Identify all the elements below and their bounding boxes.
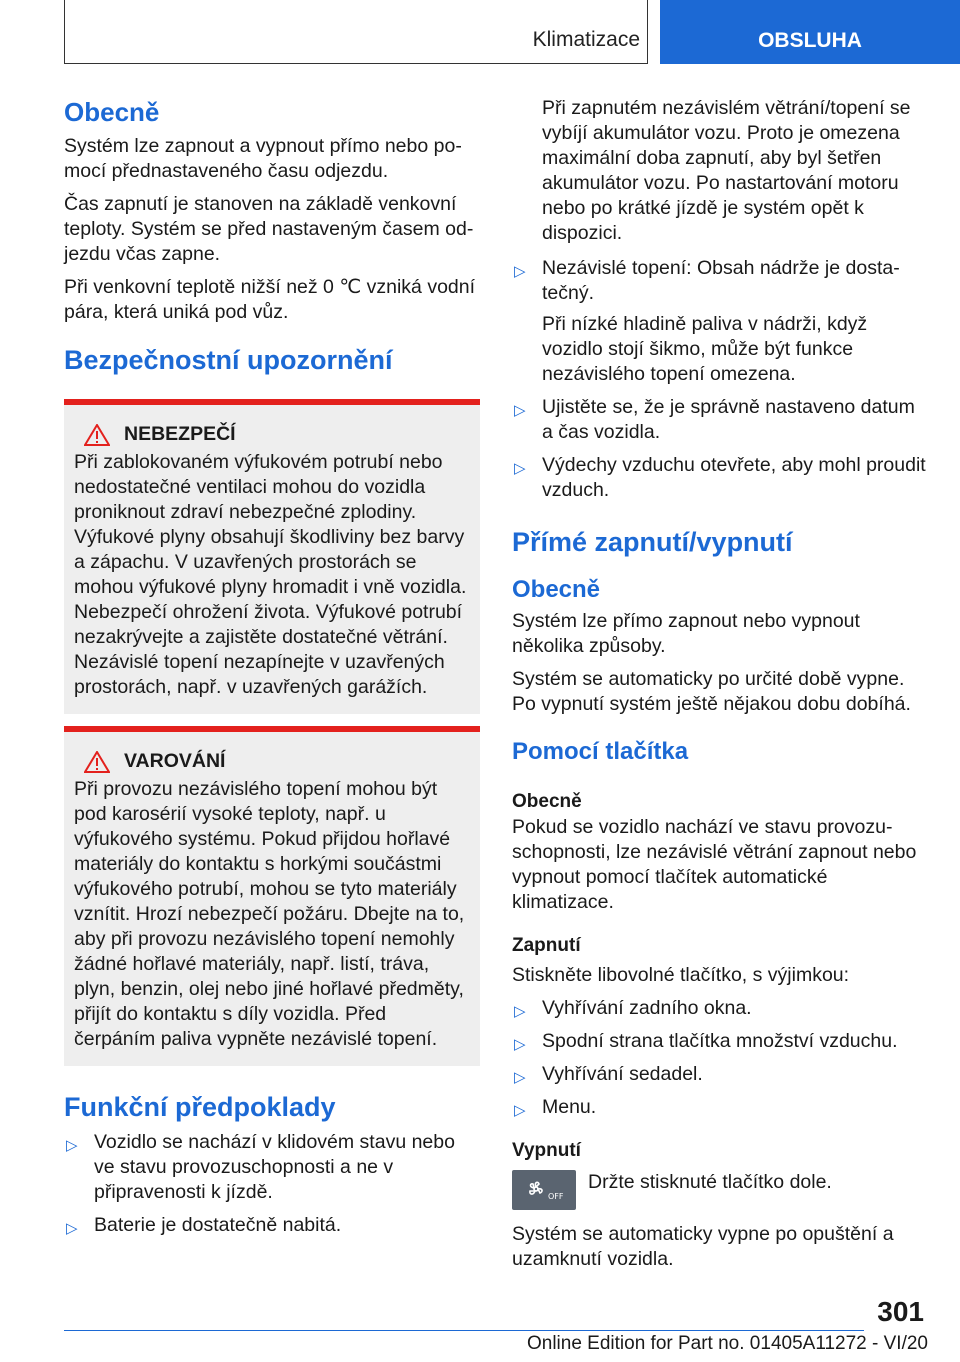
paragraph: Stiskněte libovolné tlačítko, s výjimkou:	[512, 964, 850, 986]
paragraph: Systém se automaticky po určité době vypne. Po vypnutí systém ještě nějakou dobu dobíhá.	[512, 668, 911, 715]
fan-off-icon	[522, 1177, 566, 1203]
triangle-bullet-icon: ▷	[514, 1102, 526, 1119]
triangle-bullet-icon: ▷	[514, 1003, 526, 1020]
danger-text: Při zablokovaném výfukovém potrubí nebo nedostatečné ventilaci mohou do vozidla proniknout zdraví nebezpečné zplodiny. Výfukové plyny obsahují škodliviny bez barvy a zápachu. V uzavřených prostorách se mohou výfukové plyny hromadit i vně vozidla. Nebezpečí ohrožení života. Výfukové potrubí nezakrývejte a zajistěte dostatečné větrání. Nezávislé topení nezapínejte v uzavřených prostorách, např. v uzavřených garážích.	[74, 451, 467, 698]
triangle-bullet-icon: ▷	[514, 1069, 526, 1086]
list-item: ▷ Baterie je dostatečně nabitá.	[64, 1213, 480, 1238]
triangle-bullet-icon: ▷	[514, 460, 526, 477]
list-item: ▷ Spodní strana tlačítka množství vzduchu.	[512, 1029, 928, 1054]
list-item: ▷ Vyhřívání sedadel.	[512, 1062, 928, 1087]
heading-general-2: Obecně	[512, 576, 601, 603]
right-column	[512, 96, 928, 1280]
list-item-continued: Při zapnutém nezávislém větrání/topení se vybíjí akumulátor vozu. Proto je omezena maximální doba zapnutí, aby byl šetřen akumulátor vozu. Po nastartování motoru nebo po krátké jízdě je systém opět k dispozici.	[542, 97, 911, 244]
paragraph: Při venkovní teplotě nižší než 0 ℃ vzniká vodní pára, která uniká pod vůz.	[64, 276, 476, 323]
triangle-bullet-icon: ▷	[66, 1137, 78, 1154]
exceptions-list	[512, 996, 928, 1120]
footer-divider	[64, 1330, 864, 1331]
fan-off-button-image	[512, 1170, 576, 1210]
paragraph: Čas zapnutí je stanoven na základě venkovní teploty. Systém se před nastaveným časem odjezdu včas zapne.	[64, 193, 474, 265]
warning-triangle-icon	[84, 424, 110, 446]
list-item: ▷ Nezávislé topení: Obsah nádrže je dostatečný. Při nízké hladině paliva v nádrži, když vozidlo stojí šikmo, může být funkce nezávislého topení omezena.	[512, 256, 928, 387]
heading-prerequisites: Funkční předpoklady	[64, 1092, 336, 1122]
triangle-bullet-icon: ▷	[514, 1036, 526, 1053]
list-item: ▷ Vozidlo se nachází v klidovém stavu nebo ve stavu provozuschopnosti a ne v připravenosti k jízdě.	[66, 1131, 455, 1203]
off-button-label: OFF	[548, 1192, 564, 1201]
warning-triangle-icon	[84, 751, 110, 773]
chapter-tab: OBSLUHA	[660, 0, 960, 64]
heading-general-3: Obecně	[512, 791, 582, 812]
list-item: ▷ Ujistěte se, že je správně nastaveno datum a čas vozidla.	[514, 396, 915, 443]
list-item: ▷ Vyhřívání zadního okna.	[512, 996, 928, 1021]
paragraph: Systém lze přímo zapnout nebo vypnout několika způsoby.	[512, 610, 860, 657]
list-item: ▷ Menu.	[512, 1095, 928, 1120]
paragraph: Držte stisknuté tlačítko dole.	[588, 1171, 832, 1193]
heading-safety: Bezpečnostní upozornění	[64, 345, 393, 375]
heading-switch-off: Vypnutí	[512, 1140, 581, 1161]
continued-list	[512, 96, 928, 503]
triangle-bullet-icon: ▷	[66, 1220, 78, 1237]
paragraph: Systém lze zapnout a vypnout přímo nebo pomocí přednastaveného času odjezdu.	[64, 135, 462, 182]
heading-by-button: Pomocí tlačítka	[512, 738, 689, 765]
list-item-note: Při nízké hladině paliva v nádrži, když vozidlo stojí šikmo, může být funkce nezávislého topení omezena.	[542, 313, 868, 385]
list-item: ▷ Výdechy vzduchu otevřete, aby mohl proudit vzduch.	[514, 454, 926, 501]
heading-general: Obecně	[64, 97, 160, 127]
paragraph: Systém se automaticky vypne po opuštění a uzamknutí vozidla.	[512, 1223, 894, 1270]
left-column	[64, 96, 480, 1246]
prerequisites-list	[64, 1130, 480, 1238]
off-instruction	[512, 1170, 928, 1210]
section-title: Klimatizace	[532, 28, 640, 51]
paragraph: Pokud se vozidlo nachází ve stavu provozuschopnosti, lze nezávislé větrání zapnout nebo vypnout pomocí tlačítek automatické klimatizace.	[512, 816, 917, 913]
triangle-bullet-icon: ▷	[514, 263, 526, 280]
heading-direct-onoff: Přímé zapnutí/vypnutí	[512, 527, 793, 557]
triangle-bullet-icon: ▷	[514, 402, 526, 419]
footer-edition: Online Edition for Part no. 01405A11272 - VI/20	[526, 1333, 928, 1354]
danger-box	[64, 399, 480, 714]
warning-box	[64, 726, 480, 1066]
danger-title: NEBEZPEČÍ	[124, 423, 236, 445]
page-number: 301	[877, 1296, 924, 1327]
heading-switch-on: Zapnutí	[512, 935, 581, 956]
warning-title: VAROVÁNÍ	[124, 750, 226, 772]
warning-text: Při provozu nezávislého topení mohou být pod karosérií vysoké teploty, např. u výfukového systému. Pokud přijdou hořlavé materiály do kontaktu s horkými součástmi výfukového potrubí, mohou se tyto materiály vznítit. Hrozí nebezpečí požáru. Dbejte na to, aby při provozu nezávislého topení nemohly žádné hořlavé materiály, např. listí, tráva, plyn, benzin, olej nebo jiné hořlavé předměty, přijít do kontaktu s díly vozidla. Před čerpáním paliva vypněte nezávislé topení.	[74, 778, 465, 1050]
